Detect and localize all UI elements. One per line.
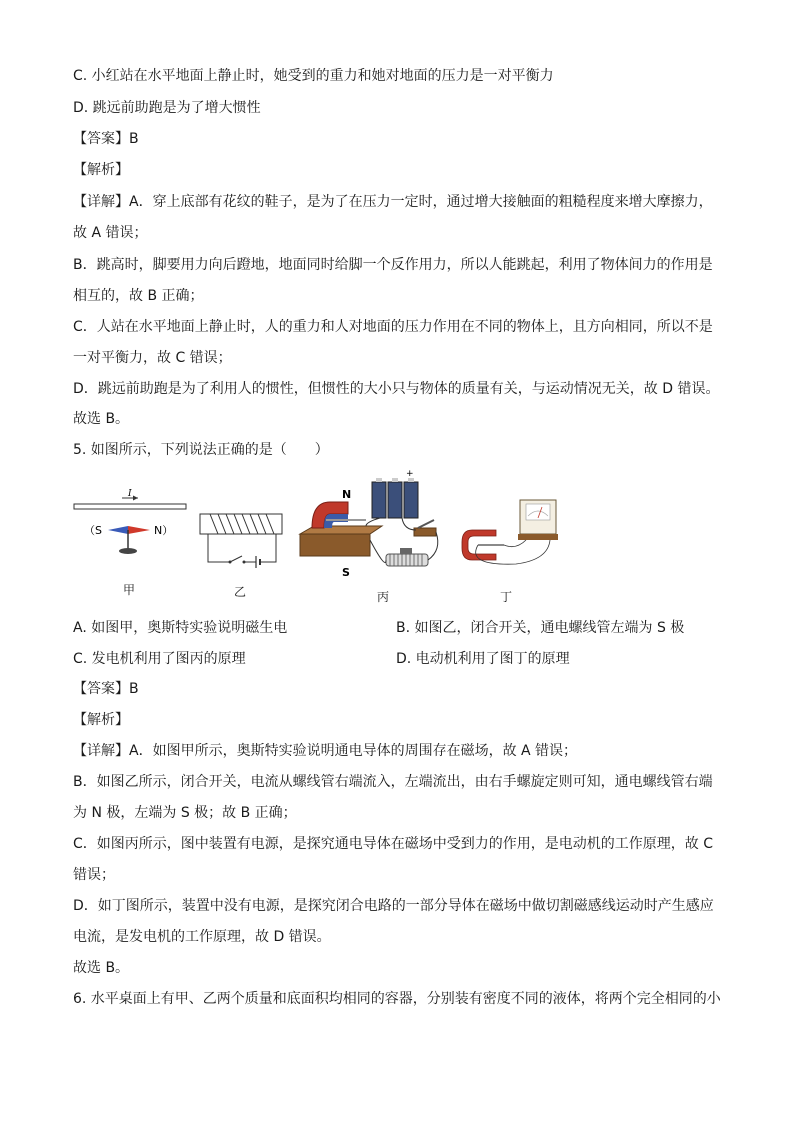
q5-detail-b-line1: B．如图乙所示，闭合开关，电流从螺线管右端流入，左端流出，由右手螺旋定则可知，通电螺线管右端 (73, 774, 713, 790)
q5-option-a: A. 如图甲，奥斯特实验说明磁生电 (73, 620, 288, 636)
q4-detail-a-line1: 【详解】A．穿上底部有花纹的鞋子，是为了在压力一定时，通过增大接触面的粗糙程度来增大摩擦力， (73, 194, 713, 210)
q4-analysis-heading: 【解析】 (73, 162, 129, 178)
q4-detail-a-line2: 故 A 错误； (73, 225, 148, 241)
caption-bing: 丙 (377, 590, 390, 604)
q5-detail-c-line2: 错误； (73, 867, 115, 883)
q4-conclusion: 故选 B。 (73, 411, 130, 427)
q5-stem: 5. 如图所示，下列说法正确的是（ ） (73, 442, 329, 458)
caption-yi: 乙 (234, 585, 247, 599)
q4-answer: 【答案】B (73, 131, 139, 147)
battery-plus-label: + (406, 470, 414, 479)
battery-cell (372, 482, 386, 518)
q5-conclusion: 故选 B。 (73, 960, 130, 976)
caption-ding: 丁 (500, 590, 513, 604)
q4-detail-c-line1: C．人站在水平地面上静止时，人的重力和人对地面的压力作用在不同的物体上，且方向相同，所以不是 (73, 319, 713, 335)
figure-bing-motor-experiment (296, 470, 446, 582)
q4-detail-b-line1: B．跳高时，脚要用力向后蹬地，地面同时给脚一个反作用力，所以人能跳起，利用了物体间力的作用是 (73, 257, 713, 273)
q5-detail-d-line1: D．如丁图所示，装置中没有电源，是探究闭合电路的一部分导体在磁场中做切割磁感线运动时产生感应 (73, 898, 714, 914)
south-pole-label: （S (84, 524, 102, 537)
needle-north-half (128, 526, 150, 534)
q5-analysis-heading: 【解析】 (73, 712, 129, 728)
needle-south-half (108, 526, 128, 534)
battery-cell (404, 482, 418, 518)
north-pole-label: N） (154, 524, 174, 537)
battery-cell (388, 482, 402, 518)
q6-stem: 6. 水平桌面上有甲、乙两个质量和底面积均相同的容器，分别装有密度不同的液体，将两个完全相同的小 (73, 991, 721, 1007)
q5-option-d: D. 电动机利用了图丁的原理 (396, 651, 570, 667)
q4-option-c: C. 小红站在水平地面上静止时，她受到的重力和她对地面的压力是一对平衡力 (73, 68, 554, 84)
q4-option-d: D. 跳远前助跑是为了增大惯性 (73, 100, 261, 116)
q5-detail-d-line2: 电流，是发电机的工作原理，故 D 错误。 (73, 929, 331, 945)
figure-yi-solenoid (196, 506, 290, 572)
q5-detail-c-line1: C．如图丙所示，图中装置有电源，是探究通电导体在磁场中受到力的作用，是电动机的工作原理，故 C (73, 836, 713, 852)
q5-detail-a: 【详解】A．如图甲所示，奥斯特实验说明通电导体的周围存在磁场，故 A 错误； (73, 743, 578, 759)
q4-detail-b-line2: 相互的，故 B 正确； (73, 288, 204, 304)
caption-jia: 甲 (123, 583, 136, 597)
q5-option-c: C. 发电机利用了图丙的原理 (73, 651, 246, 667)
q5-detail-b-line2: 为 N 极，左端为 S 极；故 B 正确； (73, 805, 297, 821)
q4-detail-c-line2: 一对平衡力，故 C 错误； (73, 350, 232, 366)
q5-option-b: B. 如图乙，闭合开关，通电螺线管左端为 S 极 (396, 620, 685, 636)
figure-jia-oersted (70, 488, 190, 558)
figure-ding-induction (456, 494, 562, 568)
current-label: I (128, 489, 132, 499)
magnet-n-label: N (342, 488, 352, 501)
magnet-s-label: S (342, 566, 350, 579)
q4-detail-d-line1: D．跳远前助跑是为了利用人的惯性，但惯性的大小只与物体的质量有关，与运动情况无关，故 D 错误。 (73, 381, 720, 397)
q5-answer: 【答案】B (73, 681, 139, 697)
